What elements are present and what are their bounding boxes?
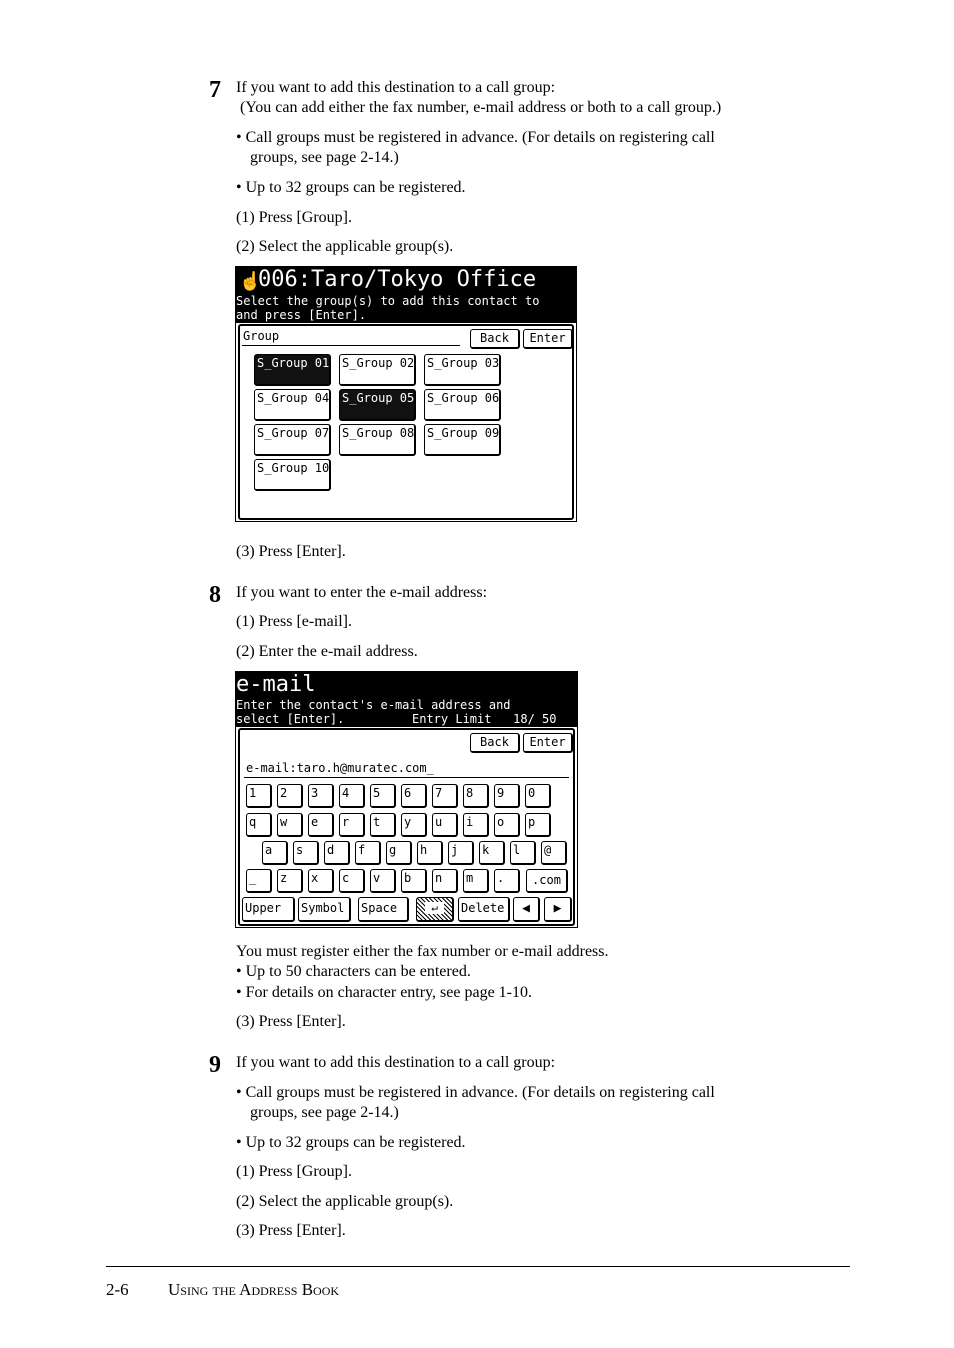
email-screen-subtitle-1: Enter the contact's e-mail address and: [236, 698, 511, 712]
key-row3-5[interactable]: h: [417, 841, 443, 865]
enter-return-key[interactable]: [416, 897, 454, 922]
key-row3-7[interactable]: k: [479, 841, 505, 865]
group-button-8[interactable]: S_Group 08: [339, 424, 416, 456]
step-8-number: 8: [209, 582, 221, 608]
key-row2-3[interactable]: r: [339, 813, 365, 837]
footer-page-number: 2-6: [106, 1280, 129, 1299]
key-row2-0[interactable]: q: [246, 813, 272, 837]
group-button-1[interactable]: S_Group 01: [254, 354, 331, 386]
key-row1-2[interactable]: 3: [308, 784, 334, 808]
key-row4-5[interactable]: b: [401, 869, 427, 893]
left-arrow-icon: ◀: [522, 901, 530, 916]
key-row2-2[interactable]: e: [308, 813, 334, 837]
email-screen-subtitle-2: select [Enter].: [236, 712, 345, 726]
group-button-6[interactable]: S_Group 06: [424, 389, 501, 421]
enter-button[interactable]: Enter: [523, 733, 573, 753]
footer-rule: [106, 1266, 850, 1267]
step-7-bullet-1b: groups, see page 2-14.): [250, 149, 399, 166]
step-9-bullet-2: • Up to 32 groups can be registered.: [236, 1134, 466, 1151]
key-row1-3[interactable]: 4: [339, 784, 365, 808]
step-8-note-3: • For details on character entry, see page 1-10.: [236, 984, 532, 1001]
key-row1-6[interactable]: 7: [432, 784, 458, 808]
cursor-right-key[interactable]: [544, 897, 572, 922]
key-row3-6[interactable]: j: [448, 841, 474, 865]
group-screen-body: [238, 324, 574, 520]
group-button-3[interactable]: S_Group 03: [424, 354, 501, 386]
step-8-heading: If you want to enter the e-mail address:: [236, 584, 488, 601]
delete-key[interactable]: Delete: [458, 897, 510, 922]
key-row1-1[interactable]: 2: [277, 784, 303, 808]
step-7-heading: If you want to add this destination to a call group:: [236, 79, 556, 96]
key-row2-1[interactable]: w: [277, 813, 303, 837]
key-row4-0[interactable]: _: [246, 869, 272, 893]
key-row2-5[interactable]: y: [401, 813, 427, 837]
key-row3-4[interactable]: g: [386, 841, 412, 865]
key-row4-8[interactable]: .: [494, 869, 520, 893]
key-row4-6[interactable]: n: [432, 869, 458, 893]
back-button[interactable]: Back: [470, 733, 520, 753]
email-screen-title: e-mail: [236, 672, 316, 697]
key-row2-4[interactable]: t: [370, 813, 396, 837]
upper-key[interactable]: Upper: [242, 897, 295, 922]
key-row4-4[interactable]: v: [370, 869, 396, 893]
email-entry-screen: [235, 671, 578, 928]
key-row3-2[interactable]: d: [324, 841, 350, 865]
step-8-note-2: • Up to 50 characters can be entered.: [236, 963, 471, 980]
entry-limit-readout: Entry Limit 18/ 50: [412, 712, 557, 726]
key-row1-9[interactable]: 0: [525, 784, 551, 808]
right-arrow-icon: ▶: [553, 901, 562, 916]
group-screen-header: [236, 267, 576, 323]
key-row1-0[interactable]: 1: [246, 784, 272, 808]
key-row4-2[interactable]: x: [308, 869, 334, 893]
step-7-sub-2: (2) Select the applicable group(s).: [236, 238, 454, 255]
key-row3-3[interactable]: f: [355, 841, 381, 865]
back-button[interactable]: Back: [470, 329, 520, 349]
key-row4-1[interactable]: z: [277, 869, 303, 893]
step-8-note-1: You must register either the fax number or e-mail address.: [236, 943, 609, 960]
key-row2-9[interactable]: p: [525, 813, 551, 837]
key-row2-7[interactable]: i: [463, 813, 489, 837]
key-row3-1[interactable]: s: [293, 841, 319, 865]
step-7-sub-3: (3) Press [Enter].: [236, 543, 346, 560]
key-row2-6[interactable]: u: [432, 813, 458, 837]
key-row3-8[interactable]: l: [510, 841, 536, 865]
com-key[interactable]: .com: [526, 869, 568, 893]
space-key[interactable]: Space: [358, 897, 409, 922]
key-row1-7[interactable]: 8: [463, 784, 489, 808]
step-9-number: 9: [209, 1052, 221, 1078]
step-7-note: (You can add either the fax number, e-mail address or both to a call group.): [240, 99, 722, 116]
step-7-sub-1: (1) Press [Group].: [236, 209, 352, 226]
footer-section-title: Using the Address Book: [168, 1280, 340, 1299]
step-9-bullet-1a: • Call groups must be registered in advance. (For details on registering call: [236, 1084, 715, 1101]
step-8-sub-1: (1) Press [e-mail].: [236, 613, 352, 630]
key-row2-8[interactable]: o: [494, 813, 520, 837]
key-row1-8[interactable]: 9: [494, 784, 520, 808]
step-9-sub-1: (1) Press [Group].: [236, 1163, 352, 1180]
key-row4-3[interactable]: c: [339, 869, 365, 893]
step-7-bullet-2: • Up to 32 groups can be registered.: [236, 179, 466, 196]
group-screen-subtitle-2: and press [Enter].: [236, 308, 367, 322]
key-row1-5[interactable]: 6: [401, 784, 427, 808]
group-field-label: Group: [243, 329, 280, 343]
group-button-10[interactable]: S_Group 10: [254, 459, 331, 491]
step-9-heading: If you want to add this destination to a call group:: [236, 1054, 556, 1071]
email-screen-body: [238, 728, 575, 926]
email-screen-header: [236, 672, 577, 727]
group-button-7[interactable]: S_Group 07: [254, 424, 331, 456]
step-9-bullet-1b: groups, see page 2-14.): [250, 1104, 399, 1121]
step-9-sub-3: (3) Press [Enter].: [236, 1222, 346, 1239]
step-8-sub-2: (2) Enter the e-mail address.: [236, 643, 418, 660]
symbol-key[interactable]: Symbol: [298, 897, 351, 922]
group-button-4[interactable]: S_Group 04: [254, 389, 331, 421]
key-row3-9[interactable]: @: [541, 841, 567, 865]
hand-pointer-icon: ☝: [239, 271, 262, 291]
key-row3-0[interactable]: a: [262, 841, 288, 865]
group-button-2[interactable]: S_Group 02: [339, 354, 416, 386]
step-7-number: 7: [209, 77, 221, 103]
group-screen-title: 006:Taro/Tokyo Office: [258, 267, 537, 292]
key-row4-7[interactable]: m: [463, 869, 489, 893]
enter-button[interactable]: Enter: [523, 329, 573, 349]
group-button-9[interactable]: S_Group 09: [424, 424, 501, 456]
group-selection-screen: [235, 266, 577, 522]
step-9-sub-2: (2) Select the applicable group(s).: [236, 1193, 454, 1210]
key-row1-4[interactable]: 5: [370, 784, 396, 808]
email-input[interactable]: e-mail:taro.h@muratec.com_: [246, 761, 434, 775]
group-field-underline: [242, 345, 460, 346]
cursor-left-key[interactable]: [513, 897, 540, 922]
email-input-underline: [244, 777, 569, 778]
group-screen-subtitle-1: Select the group(s) to add this contact to: [236, 294, 540, 308]
step-8-sub-3: (3) Press [Enter].: [236, 1013, 346, 1030]
group-button-5[interactable]: S_Group 05: [339, 389, 416, 421]
step-7-bullet-1a: • Call groups must be registered in advance. (For details on registering call: [236, 129, 715, 146]
return-arrow-icon: ↵: [425, 902, 444, 914]
